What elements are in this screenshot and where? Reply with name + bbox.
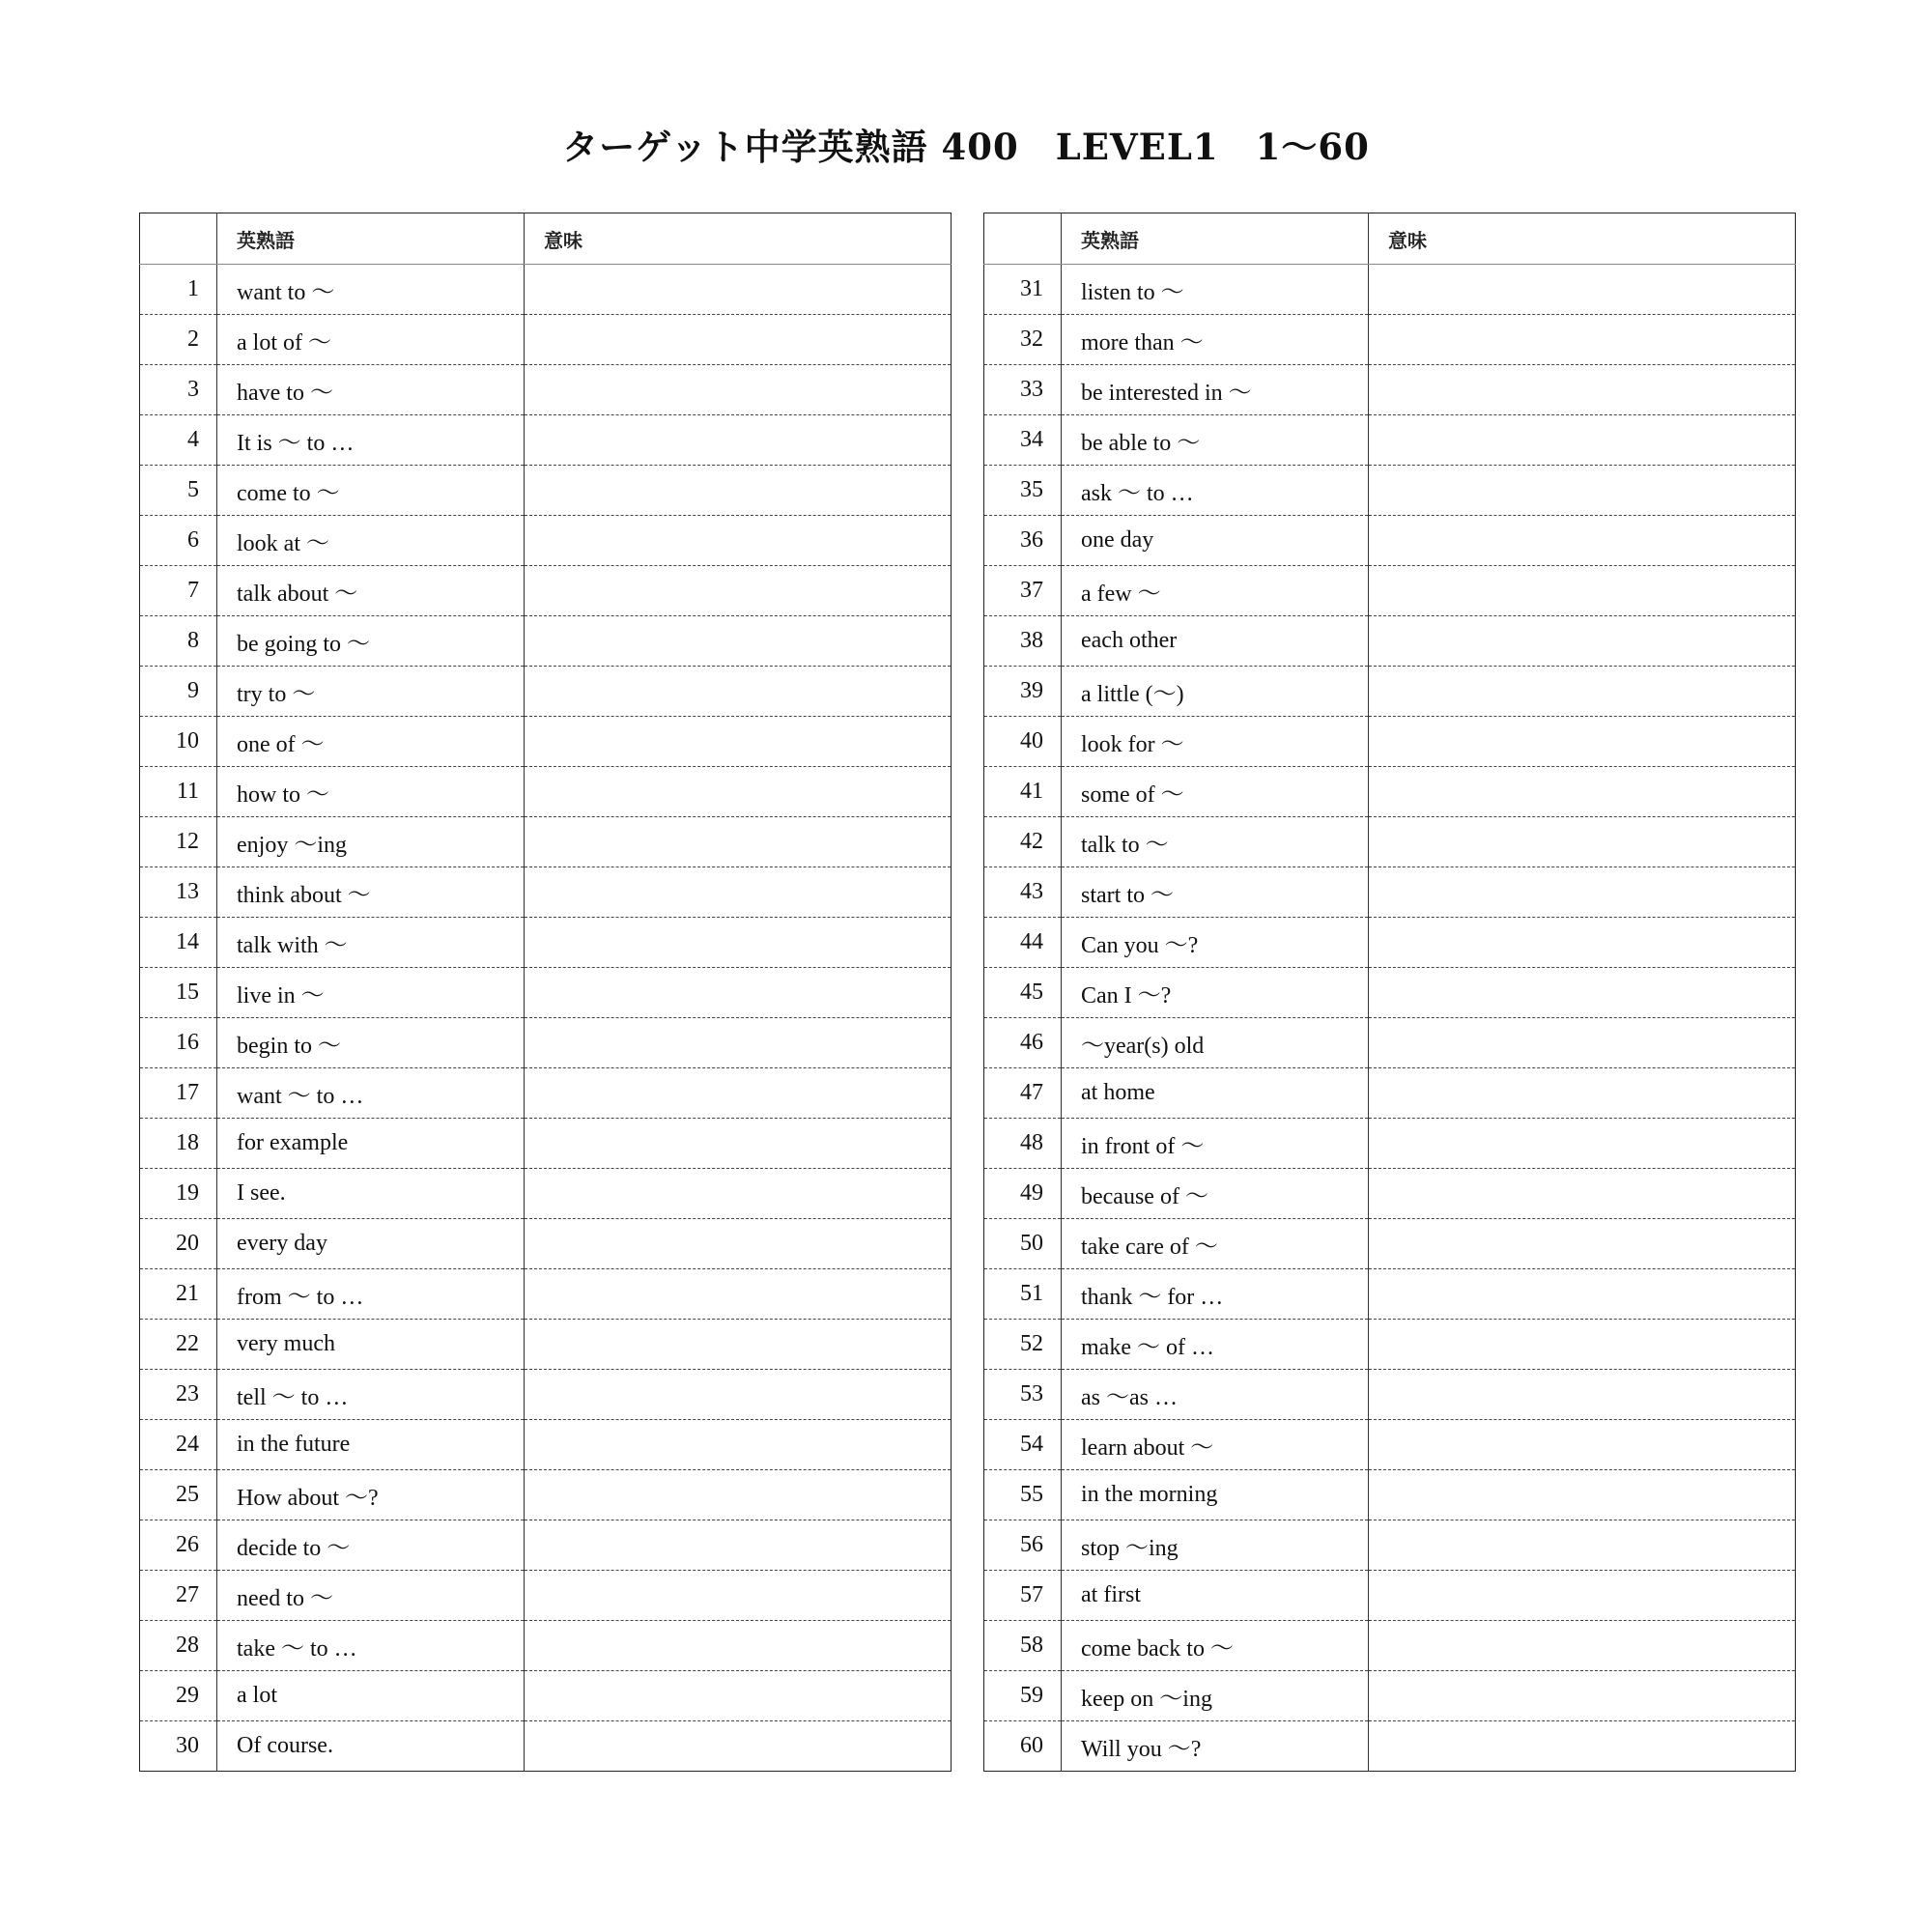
phrase-header: 英熟語 [217, 213, 525, 265]
row-number: 50 [984, 1219, 1062, 1269]
phrase-cell: every day [217, 1219, 525, 1269]
phrase-cell: want ～ to … [217, 1068, 525, 1119]
row-number: 29 [140, 1671, 217, 1721]
table-row [140, 1470, 952, 1520]
meaning-cell[interactable] [525, 265, 952, 315]
meaning-cell[interactable] [525, 767, 952, 817]
table-row [984, 1571, 1796, 1621]
table-row [140, 767, 952, 817]
row-number: 5 [140, 466, 217, 516]
row-number: 22 [140, 1320, 217, 1370]
number-header [984, 213, 1062, 265]
row-number: 46 [984, 1018, 1062, 1068]
meaning-cell[interactable] [1369, 1420, 1796, 1470]
row-number: 27 [140, 1571, 217, 1621]
meaning-cell[interactable] [525, 566, 952, 616]
phrase-cell: one of ～ [217, 717, 525, 767]
meaning-cell[interactable] [525, 466, 952, 516]
row-number: 4 [140, 415, 217, 466]
table-row [140, 968, 952, 1018]
phrase-cell: in the morning [1062, 1470, 1369, 1520]
row-number: 42 [984, 817, 1062, 867]
phrase-cell: thank ～ for … [1062, 1269, 1369, 1320]
table-row [140, 1119, 952, 1169]
phrase-cell: stop ～ing [1062, 1520, 1369, 1571]
phrase-cell: look for ～ [1062, 717, 1369, 767]
phrase-cell: need to ～ [217, 1571, 525, 1621]
meaning-cell[interactable] [1369, 1269, 1796, 1320]
table-row [984, 918, 1796, 968]
row-number: 1 [140, 265, 217, 315]
row-number: 55 [984, 1470, 1062, 1520]
row-number: 3 [140, 365, 217, 415]
phrase-cell: some of ～ [1062, 767, 1369, 817]
table-row [140, 265, 952, 315]
phrase-cell: It is ～ to … [217, 415, 525, 466]
phrase-cell: live in ～ [217, 968, 525, 1018]
meaning-cell[interactable] [525, 315, 952, 365]
meaning-cell[interactable] [1369, 516, 1796, 566]
row-number: 53 [984, 1370, 1062, 1420]
row-number: 54 [984, 1420, 1062, 1470]
phrase-cell: want to ～ [217, 265, 525, 315]
meaning-cell[interactable] [525, 1520, 952, 1571]
meaning-cell[interactable] [525, 667, 952, 717]
table-row [984, 315, 1796, 365]
row-number: 13 [140, 867, 217, 918]
phrase-cell: at home [1062, 1068, 1369, 1119]
row-number: 12 [140, 817, 217, 867]
row-number: 41 [984, 767, 1062, 817]
table-row [140, 616, 952, 667]
table-row [984, 968, 1796, 1018]
row-number: 38 [984, 616, 1062, 667]
table-row [140, 466, 952, 516]
phrase-cell: be able to ～ [1062, 415, 1369, 466]
meaning-cell[interactable] [525, 616, 952, 667]
meaning-cell[interactable] [525, 1420, 952, 1470]
phrase-cell: I see. [217, 1169, 525, 1219]
meaning-cell[interactable] [1369, 415, 1796, 466]
row-number: 19 [140, 1169, 217, 1219]
table-row [140, 1621, 952, 1671]
row-number: 59 [984, 1671, 1062, 1721]
row-number: 57 [984, 1571, 1062, 1621]
row-number: 14 [140, 918, 217, 968]
table-row [140, 1571, 952, 1621]
row-number: 15 [140, 968, 217, 1018]
phrase-cell: try to ～ [217, 667, 525, 717]
table-row [984, 616, 1796, 667]
meaning-cell[interactable] [525, 1370, 952, 1420]
row-number: 48 [984, 1119, 1062, 1169]
row-number: 8 [140, 616, 217, 667]
table-row [140, 1068, 952, 1119]
vocab-table-right [983, 213, 1796, 1772]
meaning-cell[interactable] [525, 1571, 952, 1621]
meaning-cell[interactable] [1369, 867, 1796, 918]
meaning-cell[interactable] [1369, 1018, 1796, 1068]
table-row [984, 1219, 1796, 1269]
row-number: 37 [984, 566, 1062, 616]
meaning-cell[interactable] [1369, 616, 1796, 667]
table-row [984, 1119, 1796, 1169]
phrase-cell: one day [1062, 516, 1369, 566]
meaning-cell[interactable] [525, 1219, 952, 1269]
phrase-cell: be going to ～ [217, 616, 525, 667]
phrase-cell: take care of ～ [1062, 1219, 1369, 1269]
meaning-cell[interactable] [1369, 1370, 1796, 1420]
row-number: 45 [984, 968, 1062, 1018]
phrase-cell: learn about ～ [1062, 1420, 1369, 1470]
row-number: 40 [984, 717, 1062, 767]
row-number: 2 [140, 315, 217, 365]
row-number: 6 [140, 516, 217, 566]
phrase-cell: how to ～ [217, 767, 525, 817]
table-row [984, 767, 1796, 817]
meaning-cell[interactable] [525, 817, 952, 867]
phrase-cell: look at ～ [217, 516, 525, 566]
table-row [984, 717, 1796, 767]
row-number: 35 [984, 466, 1062, 516]
table-row [140, 1420, 952, 1470]
table-row [984, 415, 1796, 466]
row-number: 60 [1020, 1733, 1043, 1758]
meaning-cell[interactable] [525, 1269, 952, 1320]
table-row [140, 1269, 952, 1320]
meaning-cell[interactable] [525, 1470, 952, 1520]
table-row [984, 1721, 1796, 1772]
phrase-cell: at first [1062, 1571, 1369, 1621]
meaning-cell[interactable] [525, 1068, 952, 1119]
table-row [984, 365, 1796, 415]
table-row [140, 1520, 952, 1571]
table-row [140, 365, 952, 415]
table-row [140, 717, 952, 767]
row-number: 58 [984, 1621, 1062, 1671]
row-number: 28 [140, 1621, 217, 1671]
phrase-cell: ask ～ to … [1062, 466, 1369, 516]
table-row [984, 516, 1796, 566]
row-number: 16 [140, 1018, 217, 1068]
table-row [984, 1671, 1796, 1721]
table-row [140, 1169, 952, 1219]
table-row [984, 466, 1796, 516]
phrase-cell: make ～ of … [1062, 1320, 1369, 1370]
phrase-cell: very much [217, 1320, 525, 1370]
phrase-cell: a lot [217, 1671, 525, 1721]
meaning-cell[interactable] [1369, 1671, 1796, 1721]
row-number: 30 [176, 1733, 199, 1758]
table-row [140, 867, 952, 918]
meaning-cell[interactable] [525, 1621, 952, 1671]
phrase-cell: Can I ～? [1062, 968, 1369, 1018]
row-number: 21 [140, 1269, 217, 1320]
phrase-cell: in front of ～ [1062, 1119, 1369, 1169]
meaning-header: 意味 [1369, 213, 1796, 265]
table-row [140, 1018, 952, 1068]
meaning-cell[interactable] [525, 968, 952, 1018]
table-row [984, 1470, 1796, 1520]
phrase-cell: talk with ～ [217, 918, 525, 968]
meaning-cell[interactable] [525, 1119, 952, 1169]
row-number: 24 [140, 1420, 217, 1470]
meaning-cell[interactable] [1369, 265, 1796, 315]
meaning-cell[interactable] [1369, 1119, 1796, 1169]
table-row [984, 867, 1796, 918]
table-row [984, 1370, 1796, 1420]
meaning-cell[interactable] [525, 717, 952, 767]
phrase-cell: in the future [217, 1420, 525, 1470]
row-number: 18 [140, 1119, 217, 1169]
table-row [140, 667, 952, 717]
meaning-cell[interactable] [1369, 466, 1796, 516]
meaning-cell[interactable] [525, 415, 952, 466]
phrase-cell: a little (～) [1062, 667, 1369, 717]
table-row [140, 1320, 952, 1370]
table-row [140, 1721, 952, 1772]
vocab-table-left [139, 213, 952, 1772]
phrase-header: 英熟語 [1062, 213, 1369, 265]
meaning-cell[interactable] [1369, 1721, 1796, 1772]
table-row [140, 516, 952, 566]
table-row [140, 817, 952, 867]
phrase-cell: take ～ to … [217, 1621, 525, 1671]
meaning-cell[interactable] [1369, 1621, 1796, 1671]
table-row [984, 1169, 1796, 1219]
table-row [140, 566, 952, 616]
row-number: 7 [140, 566, 217, 616]
table-row [140, 315, 952, 365]
table-row [984, 1320, 1796, 1370]
table-row [984, 1520, 1796, 1571]
table-row [140, 1370, 952, 1420]
meaning-cell[interactable] [525, 867, 952, 918]
meaning-cell[interactable] [525, 1671, 952, 1721]
row-number: 31 [984, 265, 1062, 315]
table-row [984, 1068, 1796, 1119]
phrase-cell: Will you ～? [1062, 1721, 1369, 1772]
meaning-cell[interactable] [1369, 767, 1796, 817]
meaning-cell[interactable] [1369, 667, 1796, 717]
table-row [984, 1621, 1796, 1671]
row-number: 33 [984, 365, 1062, 415]
row-number: 52 [984, 1320, 1062, 1370]
table-row [140, 918, 952, 968]
row-number: 47 [984, 1068, 1062, 1119]
meaning-cell[interactable] [525, 918, 952, 968]
row-number: 51 [984, 1269, 1062, 1320]
row-number: 20 [140, 1219, 217, 1269]
phrase-cell: keep on ～ing [1062, 1671, 1369, 1721]
row-number: 23 [140, 1370, 217, 1420]
row-number: 49 [984, 1169, 1062, 1219]
phrase-cell: have to ～ [217, 365, 525, 415]
table-row [984, 1018, 1796, 1068]
meaning-cell[interactable] [525, 1018, 952, 1068]
meaning-cell[interactable] [525, 1721, 952, 1772]
table-row [984, 1269, 1796, 1320]
table-row [140, 415, 952, 466]
phrase-cell: tell ～ to … [217, 1370, 525, 1420]
phrase-cell: come to ～ [217, 466, 525, 516]
table-row [140, 1671, 952, 1721]
meaning-cell[interactable] [1369, 968, 1796, 1018]
meaning-cell[interactable] [1369, 566, 1796, 616]
row-number: 36 [984, 516, 1062, 566]
phrase-cell: a lot of ～ [217, 315, 525, 365]
row-number: 26 [140, 1520, 217, 1571]
row-number: 17 [140, 1068, 217, 1119]
row-number: 56 [984, 1520, 1062, 1571]
phrase-cell: ～year(s) old [1062, 1018, 1369, 1068]
phrase-cell: a few ～ [1062, 566, 1369, 616]
meaning-cell[interactable] [525, 365, 952, 415]
phrase-cell: begin to ～ [217, 1018, 525, 1068]
meaning-cell[interactable] [1369, 1068, 1796, 1119]
phrase-cell: each other [1062, 616, 1369, 667]
row-number: 9 [140, 667, 217, 717]
number-header [140, 213, 217, 265]
phrase-cell: talk about ～ [217, 566, 525, 616]
table-row [984, 265, 1796, 315]
meaning-cell[interactable] [1369, 1169, 1796, 1219]
meaning-cell[interactable] [525, 1169, 952, 1219]
phrase-cell: from ～ to … [217, 1269, 525, 1320]
table-row [984, 566, 1796, 616]
phrase-cell: because of ～ [1062, 1169, 1369, 1219]
meaning-cell[interactable] [1369, 717, 1796, 767]
meaning-cell[interactable] [1369, 817, 1796, 867]
row-number: 25 [140, 1470, 217, 1520]
row-number: 44 [984, 918, 1062, 968]
meaning-cell[interactable] [1369, 1219, 1796, 1269]
row-number: 39 [984, 667, 1062, 717]
phrase-cell: think about ～ [217, 867, 525, 918]
phrase-cell: Of course. [217, 1721, 525, 1772]
table-row [984, 667, 1796, 717]
meaning-cell[interactable] [1369, 1571, 1796, 1621]
meaning-cell[interactable] [1369, 1470, 1796, 1520]
page-title: ターゲット中学英熟語 400 LEVEL1 1～60 [562, 126, 1370, 168]
phrase-cell: listen to ～ [1062, 265, 1369, 315]
phrase-cell: more than ～ [1062, 315, 1369, 365]
meaning-cell[interactable] [525, 1320, 952, 1370]
phrase-cell: as ～as … [1062, 1370, 1369, 1420]
meaning-cell[interactable] [1369, 1520, 1796, 1571]
phrase-cell: start to ～ [1062, 867, 1369, 918]
phrase-cell: Can you ～? [1062, 918, 1369, 968]
phrase-cell: decide to ～ [217, 1520, 525, 1571]
phrase-cell: enjoy ～ing [217, 817, 525, 867]
meaning-cell[interactable] [1369, 918, 1796, 968]
phrase-cell: for example [217, 1119, 525, 1169]
phrase-cell: talk to ～ [1062, 817, 1369, 867]
meaning-cell[interactable] [525, 516, 952, 566]
row-number: 32 [984, 315, 1062, 365]
phrase-cell: be interested in ～ [1062, 365, 1369, 415]
meaning-cell[interactable] [1369, 315, 1796, 365]
table-row [984, 1420, 1796, 1470]
table-row [984, 817, 1796, 867]
row-number: 34 [984, 415, 1062, 466]
meaning-header: 意味 [525, 213, 952, 265]
phrase-cell: come back to ～ [1062, 1621, 1369, 1671]
row-number: 10 [140, 717, 217, 767]
meaning-cell[interactable] [1369, 365, 1796, 415]
row-number: 43 [984, 867, 1062, 918]
row-number: 11 [140, 767, 217, 817]
phrase-cell: How about ～? [217, 1470, 525, 1520]
table-row [140, 1219, 952, 1269]
meaning-cell[interactable] [1369, 1320, 1796, 1370]
